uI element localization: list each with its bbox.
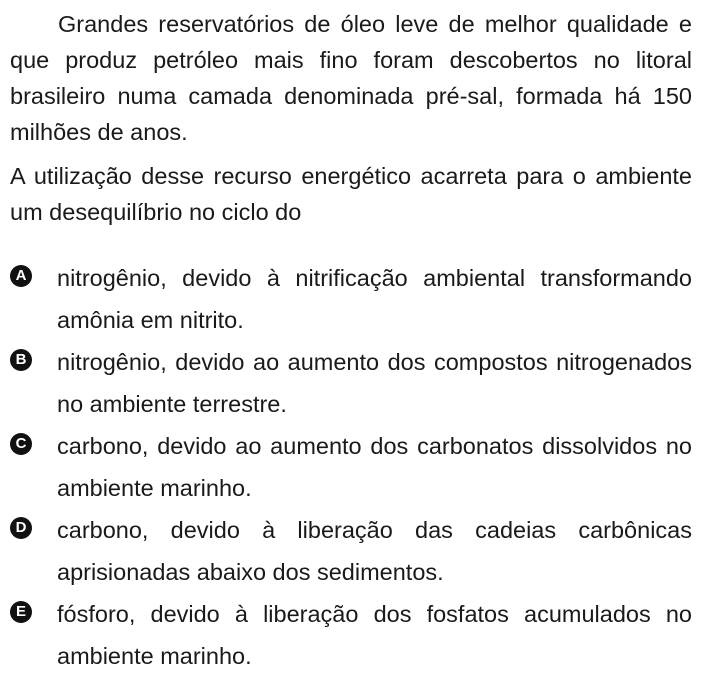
- option-c-letter-badge: C: [10, 433, 32, 455]
- option-c-text: carbono, devido ao aumento dos carbonatos dissolvidos no ambiente marinho.: [57, 433, 692, 501]
- question-intro-text: Grandes reservatórios de óleo leve de melhor qualidade e que produz petróleo mais fino foram descobertos no litoral brasileiro numa camada denominada pré-sal, formada há 150 milhões de anos.: [10, 11, 692, 145]
- option-e-text: fósforo, devido à liberação dos fosfatos acumulados no ambiente marinho.: [57, 601, 692, 669]
- option-c[interactable]: [10, 426, 692, 509]
- option-a-text: nitrogênio, devido à nitrificação ambiental transformando amônia em nitrito.: [57, 265, 692, 333]
- question-stem-text: A utilização desse recurso energético acarreta para o ambiente um desequilíbrio no ciclo do: [10, 163, 692, 225]
- option-e-letter-badge: E: [10, 601, 32, 623]
- option-d[interactable]: [10, 510, 692, 593]
- answer-options-list: [10, 258, 692, 677]
- option-b[interactable]: [10, 342, 692, 425]
- option-d-letter-badge: D: [10, 517, 32, 539]
- option-e[interactable]: [10, 594, 692, 677]
- option-a-letter-badge: A: [10, 265, 32, 287]
- option-a[interactable]: [10, 258, 692, 341]
- option-b-text: nitrogênio, devido ao aumento dos compostos nitrogenados no ambiente terrestre.: [57, 349, 692, 417]
- option-d-text: carbono, devido à liberação das cadeias carbônicas aprisionadas abaixo dos sedimentos.: [57, 517, 692, 585]
- option-b-letter-badge: B: [10, 349, 32, 371]
